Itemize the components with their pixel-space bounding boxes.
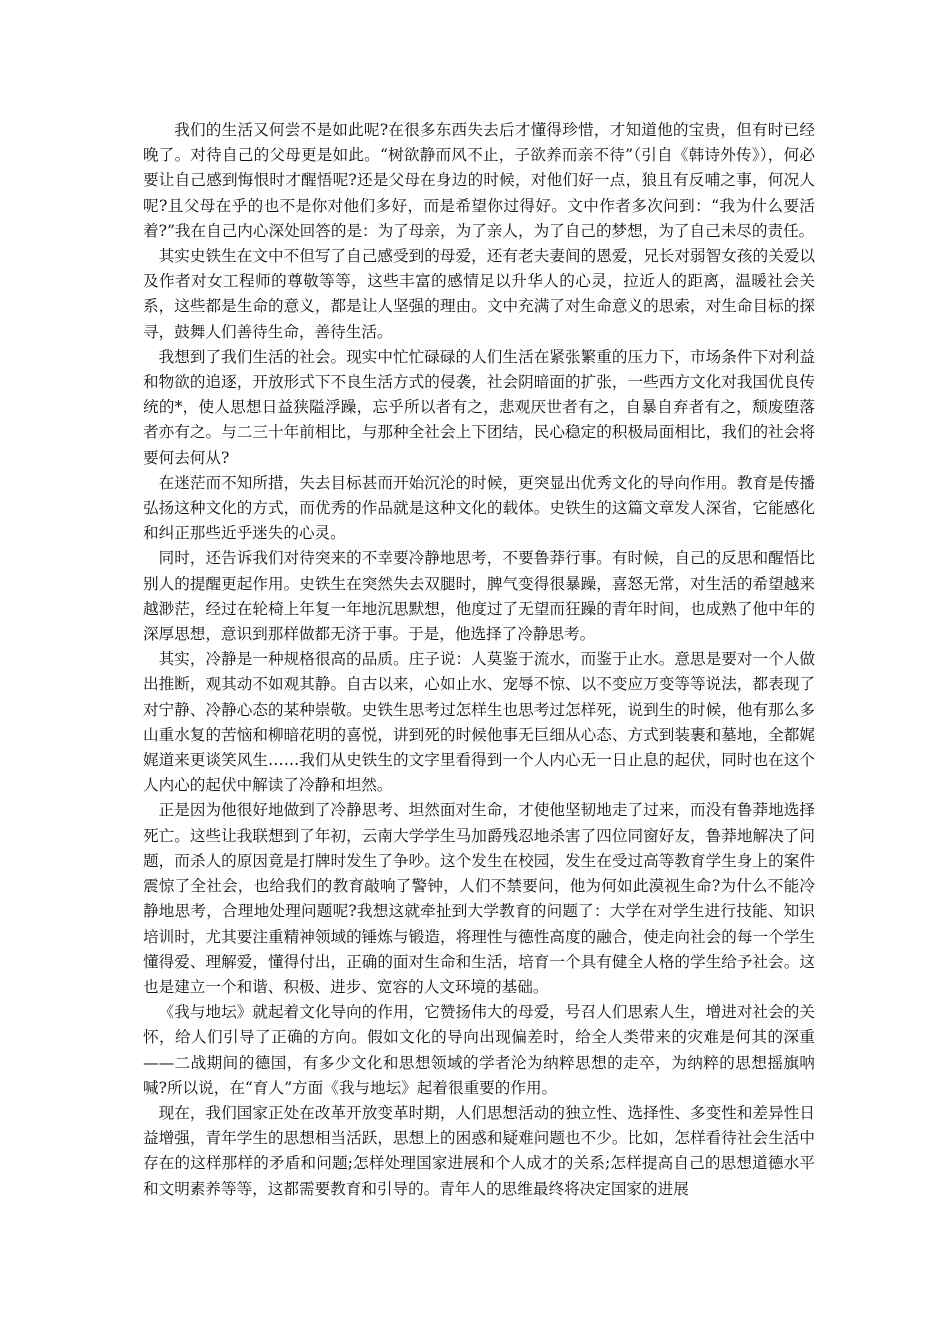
document-body (143, 118, 815, 1202)
paragraph: 在迷茫而不知所措，失去目标甚而开始沉沦的时候，更突显出优秀文化的导向作用。教育是传播弘扬这种文化的方式，而优秀的作品就是这种文化的载体。史铁生的这篇文章发人深省，它能感化和纠正那些近乎迷失的心灵。 (143, 473, 815, 543)
paragraph: 现在，我们国家正处在改革开放变革时期，人们思想活动的独立性、选择性、多变性和差异性日益增强，青年学生的思想相当活跃，思想上的困惑和疑难问题也不少。比如，怎样看待社会生活中存在的这样那样的矛盾和问题;怎样处理国家进展和个人成才的关系;怎样提高自己的思想道德水平和文明素养等等，这都需要教育和引导的。青年人的思维最终将决定国家的进展 (143, 1103, 815, 1198)
paragraph: 我们的生活又何尝不是如此呢?在很多东西失去后才懂得珍惜，才知道他的宝贵，但有时已经晚了。对待自己的父母更是如此。“树欲静而风不止，子欲养而亲不待”（引自《韩诗外传》），何必要让自己感到悔恨时才醒悟呢?还是父母在身边的时候，对他们好一点，狼且有反哺之事，何况人呢?且父母在乎的也不是你对他们多好，而是希望你过得好。文中作者多次问到：“我为什么要活着?”我在自己内心深处回答的是：为了母亲，为了亲人，为了自己的梦想，为了自己未尽的责任。 (143, 121, 815, 240)
paragraph: 我想到了我们生活的社会。现实中忙忙碌碌的人们生活在紧张繁重的压力下，市场条件下对利益和物欲的追逐，开放形式下不良生活方式的侵袭，社会阴暗面的扩张，一些西方文化对我国优良传统的*，使人思想日益狭隘浮躁，忘乎所以者有之，悲观厌世者有之，自暴自弃者有之，颓废堕落者亦有之。与二三十年前相比，与那种全社会上下团结，民心稳定的积极局面相比，我们的社会将要何去何从? (143, 347, 815, 467)
paragraph: 正是因为他很好地做到了冷静思考、坦然面对生命，才使他坚韧地走了过来，而没有鲁莽地选择死亡。这些让我联想到了年初，云南大学学生马加爵残忍地杀害了四位同窗好友，鲁莽地解决了问题，而杀人的原因竟是打牌时发生了争吵。这个发生在校园，发生在受过高等教育学生身上的案件震惊了全社会，也给我们的教育敲响了警钟，人们不禁要问，他为何如此漠视生命?为什么不能冷静地思考，合理地处理问题呢?我想这就牵扯到大学教育的问题了：大学在对学生进行技能、知识培训时，尤其要注重精神领域的锤炼与锻造，将理性与德性高度的融合，使走向社会的每一个学生懂得爱、理解爱，懂得付出，正确的面对生命和生活，培育一个具有健全人格的学生给予社会。这也是建立一个和谐、积极、进步、宽容的人文环境的基础。 (143, 801, 815, 996)
paragraph: 同时，还告诉我们对待突来的不幸要冷静地思考，不要鲁莽行事。有时候，自己的反思和醒悟比别人的提醒更起作用。史铁生在突然失去双腿时，脾气变得很暴躁，喜怒无常，对生活的希望越来越渺茫，经过在轮椅上年复一年地沉思默想，他度过了无望而狂躁的青年时间，也成熟了他中年的深厚思想，意识到那样做都无济于事。于是，他选择了冷静思考。 (143, 549, 815, 644)
paragraph: 其实，冷静是一种规格很高的品质。庄子说：人莫鉴于流水，而鉴于止水。意思是要对一个人做出推断，观其动不如观其静。自古以来，心如止水、宠辱不惊、以不变应万变等等说法，都表现了对宁静、冷静心态的某种崇敬。史铁生思考过怎样生也思考过怎样死，说到生的时候，他有那么多山重水复的苦恼和柳暗花明的喜悦，讲到死的时候他事无巨细从心态、方式到装裹和墓地，全都娓娓道来更谈笑风生……我们从史铁生的文字里看得到一个人内心无一日止息的起伏，同时也在这个人内心的起伏中解读了冷静和坦然。 (143, 650, 815, 795)
paragraph: 其实史铁生在文中不但写了自己感受到的母爱，还有老夫妻间的恩爱，兄长对弱智女孩的关爱以及作者对女工程师的尊敬等等，这些丰富的感情足以升华人的心灵，拉近人的距离，温暖社会关系，这些都是生命的意义，都是让人坚强的理由。文中充满了对生命意义的思索，对生命目标的探寻，鼓舞人们善待生命，善待生活。 (143, 247, 815, 341)
paragraph: 《我与地坛》就起着文化导向的作用，它赞扬伟大的母爱，号召人们思索人生，增进对社会的关怀，给人们引导了正确的方向。假如文化的导向出现偏差时，给全人类带来的灾难是何其的深重——二战期间的德国，有多少文化和思想领域的学者沦为纳粹思想的走卒，为纳粹的思想摇旗呐喊?所以说，在“育人”方面《我与地坛》起着很重要的作用。 (143, 1003, 815, 1097)
